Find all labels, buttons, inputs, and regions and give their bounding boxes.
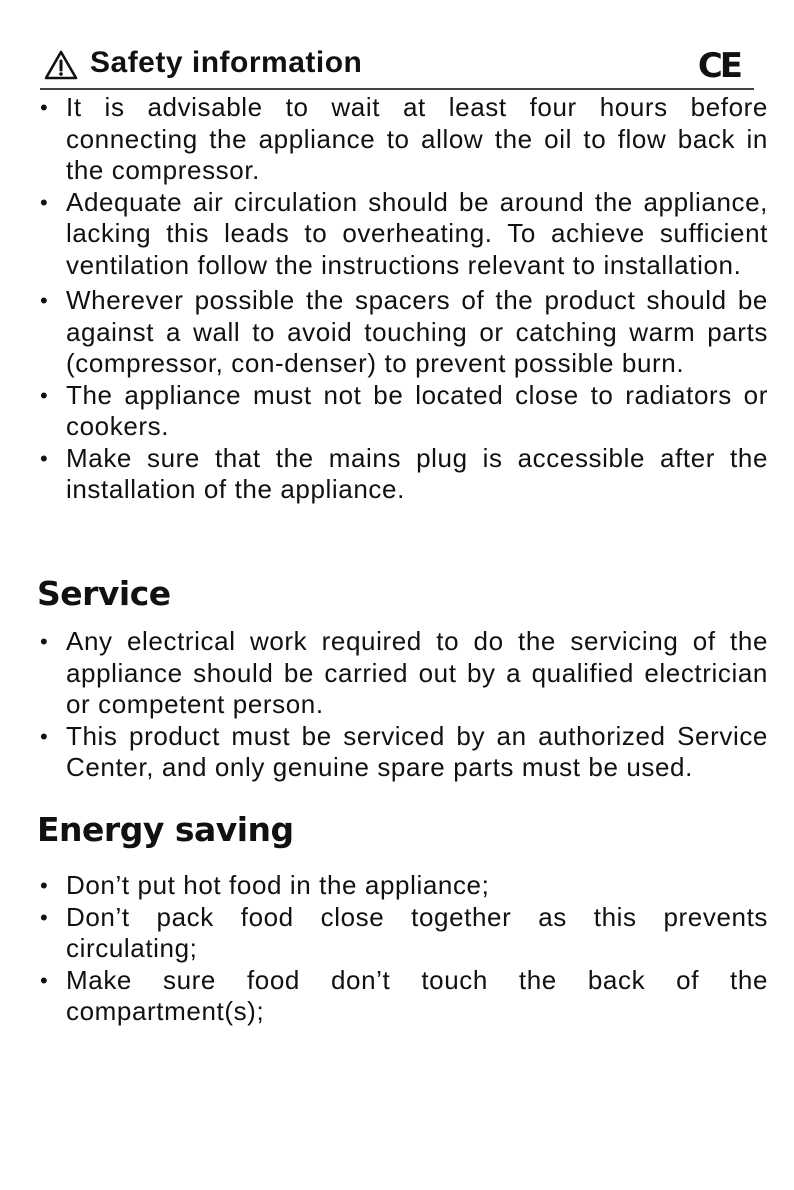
list-item: • Make sure food don’t touch the back of the compartment(s); (38, 965, 768, 1028)
list-item: • Any electrical work required to do the servicing of the appliance should be carried out by a qualified electrician or competent person. (38, 626, 768, 721)
safety-section (38, 92, 768, 506)
warning-triangle-icon (44, 50, 78, 80)
ce-mark: CE (697, 46, 740, 86)
energy-saving-heading: Energy saving (37, 810, 294, 849)
service-section (38, 626, 768, 784)
list-item: • This product must be serviced by an authorized Service Center, and only genuine spare parts must be used. (38, 721, 768, 784)
energy-list (38, 870, 768, 1028)
service-heading: Service (37, 574, 171, 613)
list-item: • The appliance must not be located close to radiators or cookers. (38, 380, 768, 443)
list-item: • Don’t put hot food in the appliance; (38, 870, 768, 902)
list-item: • Wherever possible the spacers of the product should be against a wall to avoid touching or catching warm parts (compressor, con-denser) to prevent possible burn. (38, 285, 768, 380)
list-item: • It is advisable to wait at least four hours before connecting the appliance to allow the oil to flow back in the compressor. (38, 92, 768, 187)
safety-header (40, 44, 754, 90)
safety-list (38, 92, 768, 506)
energy-section (38, 870, 768, 1028)
service-list (38, 626, 768, 784)
list-item: • Adequate air circulation should be around the appliance, lacking this leads to overheating. To achieve sufficient ventilation follow the instructions relevant to installation. (38, 187, 768, 282)
page-title: Safety information (90, 46, 363, 79)
list-item: • Make sure that the mains plug is accessible after the installation of the appliance. (38, 443, 768, 506)
list-item: • Don’t pack food close together as this prevents circulating; (38, 902, 768, 965)
